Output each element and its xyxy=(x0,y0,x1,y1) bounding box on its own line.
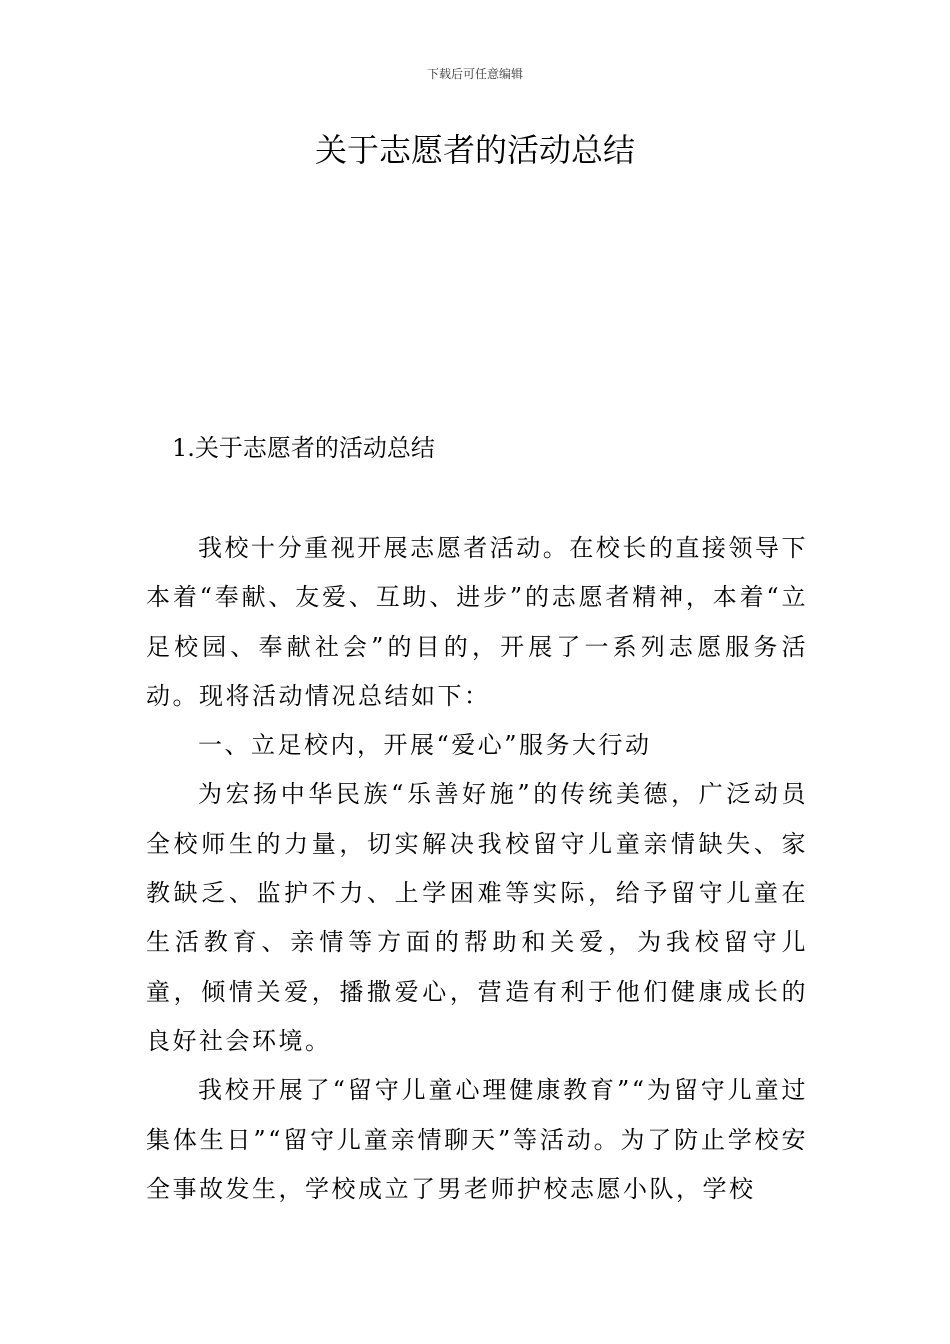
paragraph-activities: 我校开展了“留守儿童心理健康教育”“为留守儿童过集体生日”“留守儿童亲情聊天”等活动。为了防止学校安全事故发生，学校成立了男老师护校志愿小队，学校 xyxy=(146,1076,808,1203)
paragraph-subheading: 一、立足校内，开展“爱心”服务大行动 xyxy=(198,731,652,760)
header-note: 下载后可任意编辑 xyxy=(426,67,523,81)
body-text xyxy=(146,524,808,1214)
section-heading: 1.关于志愿者的活动总结 xyxy=(172,434,435,462)
paragraph-intro: 我校十分重视开展志愿者活动。在校长的直接领导下本着“奉献、友爱、互助、进步”的志愿者精神，本着“立足校园、奉献社会”的目的，开展了一系列志愿服务活动。现将活动情况总结如下： xyxy=(146,534,808,710)
document-title: 关于志愿者的活动总结 xyxy=(314,131,635,169)
paragraph-care: 为宏扬中华民族“乐善好施”的传统美德，广泛动员全校师生的力量，切实解决我校留守儿童亲情缺失、家教缺乏、监护不力、上学困难等实际，给予留守儿童在生活教育、亲情等方面的帮助和关爱，为我校留守儿童，倾情关爱，播撒爱心，营造有利于他们健康成长的良好社会环境。 xyxy=(146,780,808,1055)
